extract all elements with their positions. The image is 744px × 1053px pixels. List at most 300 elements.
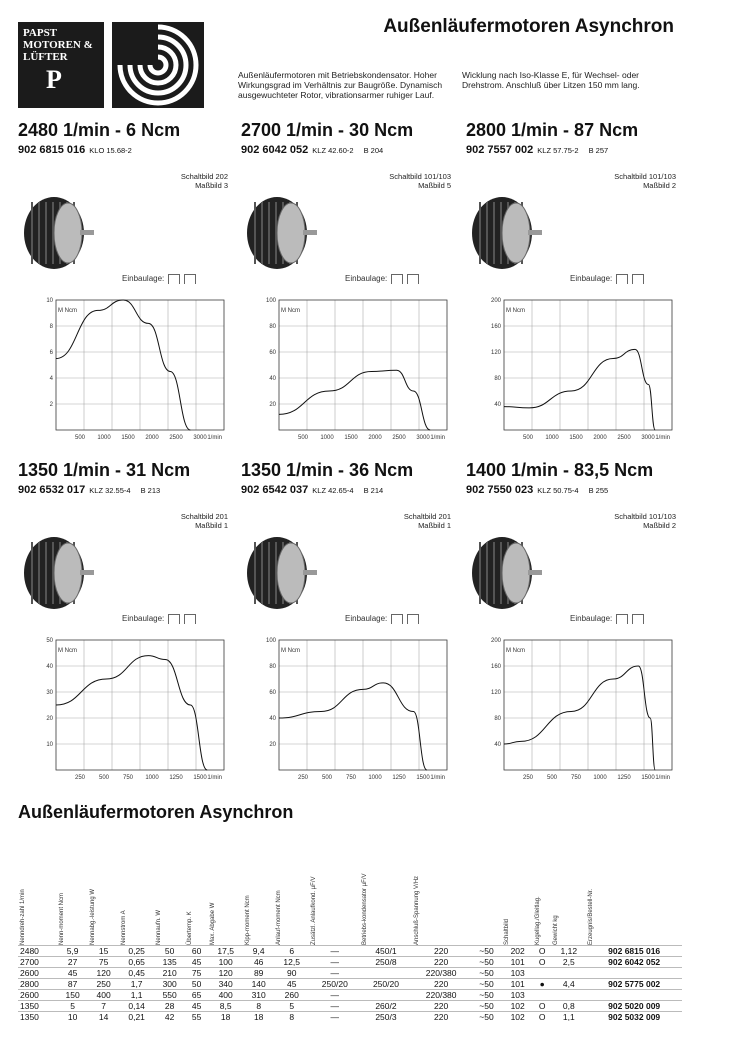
table-cell: ~50 bbox=[471, 979, 502, 990]
table-cell: 2,5 bbox=[551, 957, 586, 968]
table-cell bbox=[533, 990, 551, 1001]
x-tick-label: 3000 bbox=[416, 435, 430, 441]
table-cell: 2800 bbox=[18, 979, 57, 990]
y-tick-label: 40 bbox=[494, 742, 501, 748]
x-tick-label: 3000 bbox=[193, 435, 207, 441]
column-header: Nennstrom A bbox=[121, 910, 128, 945]
table-cell: 2480 bbox=[18, 946, 57, 957]
x-axis-label: 1/min bbox=[655, 435, 670, 441]
column-header: Zusätzl. Anlaufkond. µF/V bbox=[311, 876, 318, 945]
column-header: Schaltbild bbox=[504, 918, 511, 945]
logo-mark: P bbox=[46, 65, 62, 94]
table-cell: 1,7 bbox=[119, 979, 154, 990]
column-header: Nenn-moment Ncm bbox=[59, 892, 66, 945]
table-cell: 45 bbox=[57, 968, 88, 979]
table-row bbox=[18, 979, 682, 990]
table-cell: 65 bbox=[185, 990, 208, 1001]
x-tick-label: 750 bbox=[345, 775, 357, 781]
x-tick-label: 1500 bbox=[344, 435, 358, 441]
x-tick-label: 1500 bbox=[121, 435, 135, 441]
torque-speed-chart bbox=[255, 632, 455, 784]
x-tick-label: 500 bbox=[546, 775, 558, 781]
y-tick-label: 4 bbox=[49, 376, 53, 382]
y-tick-label: 8 bbox=[49, 324, 53, 330]
table-row bbox=[18, 1012, 682, 1023]
x-tick-label: 1250 bbox=[169, 775, 183, 781]
table-cell: 27 bbox=[57, 957, 88, 968]
table-cell: 102 bbox=[502, 1001, 533, 1012]
klz-code: KLZ 42.65-4 bbox=[312, 486, 354, 495]
motor-code: 902 6042 052 KLZ 42.60-2 B 204 bbox=[241, 144, 384, 156]
table-cell: 220 bbox=[412, 979, 471, 990]
einbaulage-label bbox=[122, 274, 196, 284]
b-code: B 255 bbox=[588, 486, 609, 495]
table-cell: 90 bbox=[274, 968, 309, 979]
x-tick-label: 500 bbox=[321, 775, 333, 781]
table-cell: 902 6042 052 bbox=[586, 957, 682, 968]
y-tick-label: 80 bbox=[269, 664, 276, 670]
table-cell: — bbox=[309, 1001, 360, 1012]
table-cell: 0,65 bbox=[119, 957, 154, 968]
table-cell: 260 bbox=[274, 990, 309, 1001]
table-cell: 220/380 bbox=[412, 968, 471, 979]
table-cell: 103 bbox=[502, 990, 533, 1001]
y-tick-label: 40 bbox=[269, 376, 276, 382]
y-tick-label: 100 bbox=[265, 298, 276, 304]
x-tick-label: 1500 bbox=[569, 435, 583, 441]
table-cell: 120 bbox=[88, 968, 119, 979]
x-axis-label: 1/min bbox=[655, 775, 670, 781]
spec-table bbox=[18, 873, 682, 1022]
einbaulage-text: Einbaulage: bbox=[570, 614, 613, 624]
y-tick-label: 200 bbox=[490, 298, 501, 304]
table-cell: 45 bbox=[185, 1001, 208, 1012]
einbaulage-label bbox=[122, 614, 196, 624]
y-tick-label: 60 bbox=[269, 690, 276, 696]
table-cell: ● bbox=[533, 979, 551, 990]
b-code: B 204 bbox=[363, 146, 384, 155]
y-tick-label: 20 bbox=[46, 716, 53, 722]
einbaulage-text: Einbaulage: bbox=[122, 614, 165, 624]
table-cell: 220 bbox=[412, 957, 471, 968]
x-axis-label: 1/min bbox=[430, 775, 445, 781]
table-cell: 202 bbox=[502, 946, 533, 957]
table-cell: ~50 bbox=[471, 1001, 502, 1012]
table-cell bbox=[533, 968, 551, 979]
b-code: B 214 bbox=[363, 486, 384, 495]
column-header: Gewicht kg bbox=[553, 915, 560, 945]
table-cell: — bbox=[309, 946, 360, 957]
table-cell: 0,8 bbox=[551, 1001, 586, 1012]
table-cell: 60 bbox=[185, 946, 208, 957]
mounting-position-icon bbox=[391, 614, 403, 624]
table-cell bbox=[586, 990, 682, 1001]
torque-speed-chart bbox=[32, 292, 232, 444]
table-cell: 42 bbox=[154, 1012, 185, 1023]
x-tick-label: 500 bbox=[98, 775, 110, 781]
torque-speed-chart bbox=[480, 292, 680, 444]
motor-code: 902 6532 017 KLZ 32.55-4 B 213 bbox=[18, 484, 161, 496]
y-tick-label: 200 bbox=[490, 638, 501, 644]
motor-speed: 1350 1/min - 31 Ncm bbox=[18, 460, 191, 480]
table-cell: 17,5 bbox=[208, 946, 243, 957]
table-cell: 310 bbox=[243, 990, 274, 1001]
x-tick-label: 250 bbox=[74, 775, 86, 781]
massbild-label: Maßbild 2 bbox=[643, 181, 676, 190]
einbaulage-label bbox=[570, 614, 644, 624]
table-cell: 0,45 bbox=[119, 968, 154, 979]
motor-code: 902 6815 016 KLO 15.68-2 bbox=[18, 144, 132, 156]
x-tick-label: 1500 bbox=[641, 775, 655, 781]
table-cell: ~50 bbox=[471, 957, 502, 968]
massbild-label: Maßbild 1 bbox=[195, 521, 228, 530]
table-cell: 6 bbox=[274, 946, 309, 957]
b-code: B 257 bbox=[588, 146, 609, 155]
table-cell: 400 bbox=[88, 990, 119, 1001]
motor-speed: 1400 1/min - 83,5 Ncm bbox=[466, 460, 654, 480]
y-tick-label: 160 bbox=[490, 664, 501, 670]
table-cell: 1350 bbox=[18, 1001, 57, 1012]
x-tick-label: 2000 bbox=[593, 435, 607, 441]
swirl-logo-icon bbox=[112, 22, 204, 108]
table-cell: 1,1 bbox=[551, 1012, 586, 1023]
table-cell: 250/3 bbox=[360, 1012, 411, 1023]
einbaulage-text: Einbaulage: bbox=[122, 274, 165, 284]
klz-code: KLZ 42.60-2 bbox=[312, 146, 354, 155]
table-cell: 8,5 bbox=[208, 1001, 243, 1012]
motor-image bbox=[470, 194, 540, 272]
papst-logo bbox=[18, 22, 104, 108]
motor-image bbox=[22, 194, 92, 272]
table-row bbox=[18, 957, 682, 968]
mounting-position-icon bbox=[407, 274, 419, 284]
y-tick-label: 80 bbox=[494, 376, 501, 382]
motor-image bbox=[245, 534, 315, 612]
y-tick-label: 30 bbox=[46, 690, 53, 696]
table-cell: 50 bbox=[185, 979, 208, 990]
table-cell: 902 5775 002 bbox=[586, 979, 682, 990]
table-row bbox=[18, 946, 682, 957]
table-cell: 1,1 bbox=[119, 990, 154, 1001]
table-row bbox=[18, 968, 682, 979]
x-tick-label: 1500 bbox=[416, 775, 430, 781]
table-cell: 18 bbox=[208, 1012, 243, 1023]
table-cell: 101 bbox=[502, 979, 533, 990]
massbild-label: Maßbild 3 bbox=[195, 181, 228, 190]
table-cell: 120 bbox=[208, 968, 243, 979]
table-cell: 300 bbox=[154, 979, 185, 990]
table-cell: 1,12 bbox=[551, 946, 586, 957]
table-cell: 2700 bbox=[18, 957, 57, 968]
einbaulage-label bbox=[570, 274, 644, 284]
mounting-position-icon bbox=[616, 274, 628, 284]
motor-image bbox=[245, 194, 315, 272]
mounting-position-icon bbox=[616, 614, 628, 624]
table-cell: 15 bbox=[88, 946, 119, 957]
table-cell: 260/2 bbox=[360, 1001, 411, 1012]
table-cell: 101 bbox=[502, 957, 533, 968]
table-cell: 220 bbox=[412, 1001, 471, 1012]
torque-speed-chart bbox=[32, 632, 232, 784]
torque-curve bbox=[279, 370, 430, 430]
y-tick-label: 120 bbox=[490, 350, 501, 356]
x-tick-label: 1000 bbox=[320, 435, 334, 441]
x-tick-label: 250 bbox=[522, 775, 534, 781]
y-axis-label: M Ncm bbox=[58, 308, 77, 314]
motor-code: 902 7550 023 KLZ 50.75-4 B 255 bbox=[466, 484, 609, 496]
table-cell: 103 bbox=[502, 968, 533, 979]
x-tick-label: 1000 bbox=[145, 775, 159, 781]
y-tick-label: 6 bbox=[49, 350, 53, 356]
table-cell: 5 bbox=[274, 1001, 309, 1012]
table-cell: 18 bbox=[243, 1012, 274, 1023]
motor-speed: 2480 1/min - 6 Ncm bbox=[18, 120, 181, 140]
torque-speed-chart bbox=[480, 632, 680, 784]
schaltbild-label: Schaltbild 101/103 bbox=[614, 172, 676, 181]
mounting-position-icon bbox=[632, 274, 644, 284]
y-tick-label: 100 bbox=[265, 638, 276, 644]
table-cell: — bbox=[309, 957, 360, 968]
y-tick-label: 20 bbox=[269, 402, 276, 408]
mounting-position-icon bbox=[391, 274, 403, 284]
mounting-position-icon bbox=[407, 614, 419, 624]
torque-curve bbox=[56, 656, 207, 770]
x-axis-label: 1/min bbox=[207, 775, 222, 781]
x-tick-label: 750 bbox=[570, 775, 582, 781]
y-tick-label: 10 bbox=[46, 742, 53, 748]
klz-code: KLO 15.68-2 bbox=[89, 146, 132, 155]
table-cell: 220 bbox=[412, 946, 471, 957]
motor-image bbox=[22, 534, 92, 612]
intro-text-2: Wicklung nach Iso-Klasse E, für Wechsel- oder Drehstrom. Anschluß über Litzen 150 mm lang. bbox=[462, 70, 640, 90]
y-tick-label: 80 bbox=[269, 324, 276, 330]
torque-speed-chart bbox=[255, 292, 455, 444]
table-cell: ~50 bbox=[471, 1012, 502, 1023]
x-tick-label: 2500 bbox=[617, 435, 631, 441]
table-cell: O bbox=[533, 957, 551, 968]
y-axis-label: M Ncm bbox=[506, 648, 525, 654]
x-tick-label: 2000 bbox=[368, 435, 382, 441]
table-cell: 0,21 bbox=[119, 1012, 154, 1023]
motor-speed: 2800 1/min - 87 Ncm bbox=[466, 120, 639, 140]
table-cell: 902 6815 016 bbox=[586, 946, 682, 957]
table-cell: 75 bbox=[185, 968, 208, 979]
table-cell bbox=[551, 990, 586, 1001]
y-axis-label: M Ncm bbox=[58, 648, 77, 654]
table-cell: 7 bbox=[88, 1001, 119, 1012]
x-tick-label: 2000 bbox=[145, 435, 159, 441]
table-cell: 8 bbox=[274, 1012, 309, 1023]
x-tick-label: 2500 bbox=[392, 435, 406, 441]
mounting-position-icon bbox=[168, 614, 180, 624]
table-cell: 100 bbox=[208, 957, 243, 968]
schaltbild-label: Schaltbild 101/103 bbox=[389, 172, 451, 181]
table-cell: 55 bbox=[185, 1012, 208, 1023]
schaltbild-label: Schaltbild 201 bbox=[180, 512, 228, 521]
einbaulage-label bbox=[345, 614, 419, 624]
table-cell: O bbox=[533, 1012, 551, 1023]
table-cell: 46 bbox=[243, 957, 274, 968]
massbild-label: Maßbild 2 bbox=[643, 521, 676, 530]
klz-code: KLZ 32.55-4 bbox=[89, 486, 131, 495]
table-cell bbox=[360, 968, 411, 979]
table-cell: 45 bbox=[185, 957, 208, 968]
b-code: B 213 bbox=[140, 486, 161, 495]
table-cell bbox=[551, 968, 586, 979]
motor-code: 902 7557 002 KLZ 57.75-2 B 257 bbox=[466, 144, 609, 156]
table-cell: 220 bbox=[412, 1012, 471, 1023]
table-cell: 140 bbox=[243, 979, 274, 990]
table-cell: 1350 bbox=[18, 1012, 57, 1023]
x-tick-label: 500 bbox=[74, 435, 86, 441]
motor-image bbox=[470, 534, 540, 612]
y-tick-label: 120 bbox=[490, 690, 501, 696]
table-cell: 0,25 bbox=[119, 946, 154, 957]
column-header: Kipp-moment Ncm bbox=[245, 895, 252, 945]
x-tick-label: 1000 bbox=[97, 435, 111, 441]
column-header: Nenndreh-zahl 1/min bbox=[20, 889, 26, 945]
table-cell: ~50 bbox=[471, 946, 502, 957]
einbaulage-text: Einbaulage: bbox=[570, 274, 613, 284]
torque-curve bbox=[56, 300, 190, 430]
table-cell: 4,4 bbox=[551, 979, 586, 990]
column-header: Nennaufn. W bbox=[156, 909, 163, 945]
motor-code: 902 6542 037 KLZ 42.65-4 B 214 bbox=[241, 484, 384, 496]
page-title: Außenläufermotoren Asynchron bbox=[383, 16, 674, 37]
x-tick-label: 500 bbox=[297, 435, 309, 441]
table-cell: 2600 bbox=[18, 990, 57, 1001]
table-cell: ~50 bbox=[471, 990, 502, 1001]
motor-speed: 2700 1/min - 30 Ncm bbox=[241, 120, 414, 140]
table-cell: 400 bbox=[208, 990, 243, 1001]
table-cell: 220/380 bbox=[412, 990, 471, 1001]
torque-curve bbox=[279, 683, 427, 770]
table-row bbox=[18, 1001, 682, 1012]
table-cell: 2600 bbox=[18, 968, 57, 979]
table-cell: 28 bbox=[154, 1001, 185, 1012]
einbaulage-text: Einbaulage: bbox=[345, 614, 388, 624]
section-title: Außenläufermotoren Asynchron bbox=[18, 802, 294, 822]
table-cell: 45 bbox=[274, 979, 309, 990]
table-cell: O bbox=[533, 1001, 551, 1012]
y-tick-label: 10 bbox=[46, 298, 53, 304]
y-tick-label: 50 bbox=[46, 638, 53, 644]
table-cell: 12,5 bbox=[274, 957, 309, 968]
column-header: Kugellag./Gleitlag. bbox=[535, 896, 542, 945]
logo-text: PAPST MOTOREN & LÜFTER bbox=[23, 27, 93, 63]
x-tick-label: 1500 bbox=[193, 775, 207, 781]
table-cell: 250/20 bbox=[360, 979, 411, 990]
table-cell: 340 bbox=[208, 979, 243, 990]
table-cell: 50 bbox=[154, 946, 185, 957]
table-cell bbox=[360, 990, 411, 1001]
mounting-position-icon bbox=[168, 274, 180, 284]
x-tick-label: 1000 bbox=[545, 435, 559, 441]
y-tick-label: 20 bbox=[269, 742, 276, 748]
x-axis-label: 1/min bbox=[430, 435, 445, 441]
klz-code: KLZ 50.75-4 bbox=[537, 486, 579, 495]
table-cell: 5,9 bbox=[57, 946, 88, 957]
table-cell: 8 bbox=[243, 1001, 274, 1012]
table-cell: 150 bbox=[57, 990, 88, 1001]
column-header: Nennabg.-leistung W bbox=[90, 888, 97, 945]
table-cell: 450/1 bbox=[360, 946, 411, 957]
table-cell: O bbox=[533, 946, 551, 957]
column-header bbox=[471, 895, 502, 946]
table-cell: 10 bbox=[57, 1012, 88, 1023]
schaltbild-label: Schaltbild 202 bbox=[180, 172, 228, 181]
x-tick-label: 1250 bbox=[617, 775, 631, 781]
einbaulage-text: Einbaulage: bbox=[345, 274, 388, 284]
column-header: Anschluß-Spannung V/Hz bbox=[413, 875, 420, 945]
table-cell: 9,4 bbox=[243, 946, 274, 957]
x-tick-label: 500 bbox=[522, 435, 534, 441]
column-header: Erzeugnis/Bestell-Nr. bbox=[588, 888, 595, 945]
table-cell: 87 bbox=[57, 979, 88, 990]
x-tick-label: 1000 bbox=[368, 775, 382, 781]
table-cell: — bbox=[309, 968, 360, 979]
table-cell: 902 5020 009 bbox=[586, 1001, 682, 1012]
table-cell bbox=[586, 968, 682, 979]
table-cell: 250/20 bbox=[309, 979, 360, 990]
x-tick-label: 2500 bbox=[169, 435, 183, 441]
table-cell: 89 bbox=[243, 968, 274, 979]
table-cell: 250 bbox=[88, 979, 119, 990]
table-cell: — bbox=[309, 1012, 360, 1023]
y-axis-label: M Ncm bbox=[281, 648, 300, 654]
y-axis-label: M Ncm bbox=[506, 308, 525, 314]
column-header: Übertemp. K bbox=[187, 911, 194, 945]
column-header: Max. Abgabe W bbox=[210, 902, 217, 945]
x-tick-label: 1000 bbox=[593, 775, 607, 781]
y-tick-label: 80 bbox=[494, 716, 501, 722]
table-cell: 14 bbox=[88, 1012, 119, 1023]
x-tick-label: 750 bbox=[122, 775, 134, 781]
x-tick-label: 250 bbox=[297, 775, 309, 781]
y-tick-label: 40 bbox=[46, 664, 53, 670]
y-tick-label: 60 bbox=[269, 350, 276, 356]
schaltbild-label: Schaltbild 101/103 bbox=[614, 512, 676, 521]
table-cell: 0,14 bbox=[119, 1001, 154, 1012]
y-axis-label: M Ncm bbox=[281, 308, 300, 314]
table-row bbox=[18, 990, 682, 1001]
column-header: Anlauf-moment Ncm bbox=[276, 890, 283, 945]
x-axis-label: 1/min bbox=[207, 435, 222, 441]
einbaulage-label bbox=[345, 274, 419, 284]
y-tick-label: 160 bbox=[490, 324, 501, 330]
x-tick-label: 3000 bbox=[641, 435, 655, 441]
intro-text-1: Außenläufermotoren mit Betriebskondensator. Hoher Wirkungsgrad im Verhältnis zur Baugröße. Dynamisch ausgewuchteter Rotor, vibrationsarmer ruhiger Lauf. bbox=[238, 70, 443, 100]
table-cell: 210 bbox=[154, 968, 185, 979]
table-cell: 102 bbox=[502, 1012, 533, 1023]
table-cell: 75 bbox=[88, 957, 119, 968]
y-tick-label: 40 bbox=[269, 716, 276, 722]
table-cell: 5 bbox=[57, 1001, 88, 1012]
torque-curve bbox=[504, 349, 655, 430]
schaltbild-label: Schaltbild 201 bbox=[403, 512, 451, 521]
table-cell: 250/8 bbox=[360, 957, 411, 968]
table-cell: ~50 bbox=[471, 968, 502, 979]
y-tick-label: 2 bbox=[49, 402, 53, 408]
massbild-label: Maßbild 5 bbox=[418, 181, 451, 190]
table-cell: 550 bbox=[154, 990, 185, 1001]
table-cell: — bbox=[309, 990, 360, 1001]
mounting-position-icon bbox=[184, 274, 196, 284]
table-cell: 902 5032 009 bbox=[586, 1012, 682, 1023]
table-cell: 135 bbox=[154, 957, 185, 968]
klz-code: KLZ 57.75-2 bbox=[537, 146, 579, 155]
mounting-position-icon bbox=[632, 614, 644, 624]
